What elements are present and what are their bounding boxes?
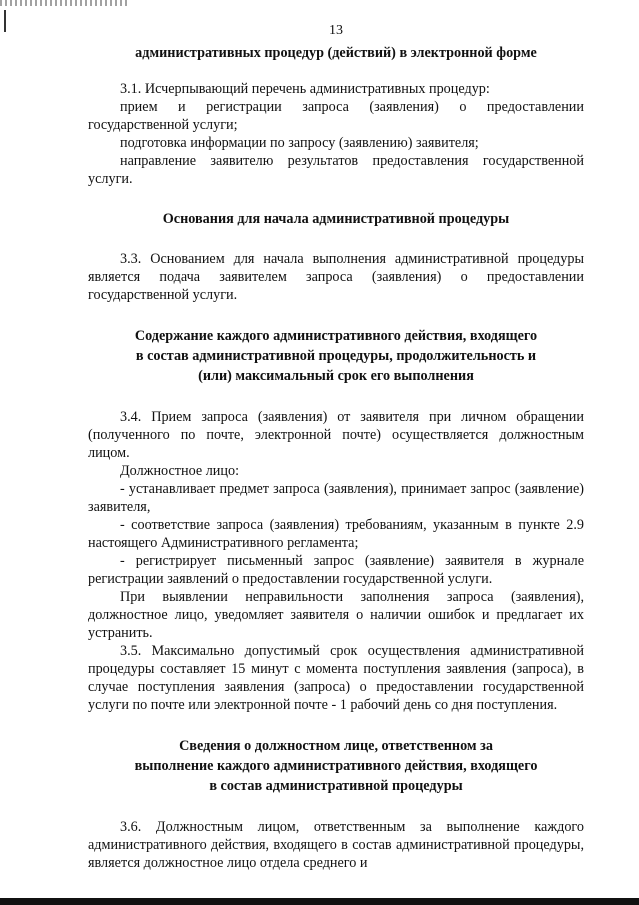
section-3-1-item: подготовка информации по запросу (заявлению) заявителя; — [120, 135, 479, 151]
duty-item: - устанавливает предмет запроса (заявления), принимает запрос (заявление) заявителя, — [88, 481, 584, 515]
section-3-1-item: направление заявителю результатов предоставления государственной услуги. — [88, 153, 584, 187]
section-3-1-intro: 3.1. Исчерпывающий перечень административных процедур: — [120, 81, 490, 97]
heading-official-line: выполнение каждого административного действия, входящего — [134, 758, 538, 774]
section-3-5: 3.5. Максимально допустимый срок осуществления административной процедуры составляет 15 минут с момента поступления заявления (запроса), в случае поступления заявления (запроса) о предоставлении государственной услуги по почте или электронной почте - 1 рабочий день со дня поступления. — [88, 643, 584, 713]
scan-artifact-top — [0, 0, 130, 6]
heading-content-line: в состав административной процедуры, продолжительность и — [135, 348, 537, 364]
scan-artifact-bottom — [0, 898, 639, 905]
heading-grounds: Основания для начала административной процедуры — [162, 211, 510, 227]
heading-content — [88, 326, 584, 386]
heading-content-line: Содержание каждого административного действия, входящего — [134, 328, 538, 344]
section-3-6: 3.6. Должностным лицом, ответственным за выполнение каждого административного действия, входящего в состав административной процедуры, является должностное лицо отдела среднего и — [88, 819, 584, 871]
official-label: Должностное лицо: — [120, 463, 240, 479]
section-3-3: 3.3. Основанием для начала выполнения административной процедуры является подача заявителем запроса (заявления) о предоставлении государственной услуги. — [88, 251, 584, 303]
scan-artifact-left — [4, 10, 6, 32]
errors-note: При выявлении неправильности заполнения запроса (заявления), должностное лицо, уведомляет заявителя о наличии ошибок и предлагает их устранить. — [88, 589, 584, 641]
section-3-4-intro: 3.4. Прием запроса (заявления) от заявителя при личном обращении (полученного по почте, электронной почте) осуществляется должностным лицом. — [88, 409, 584, 461]
page-number: 13 — [329, 23, 343, 38]
heading-content-line: (или) максимальный срок его выполнения — [198, 368, 474, 384]
document-page — [88, 22, 584, 872]
duty-item: - регистрирует письменный запрос (заявление) заявителя в журнале регистрации заявлений о предоставлении государственной услуги. — [88, 553, 584, 587]
heading-official-line: Сведения о должностном лице, ответственном за — [179, 738, 493, 754]
section-3-1-item: прием и регистрации запроса (заявления) о предоставлении государственной услуги; — [88, 99, 584, 133]
duty-item: - соответствие запроса (заявления) требованиям, указанным в пункте 2.9 настоящего Административного регламента; — [88, 517, 584, 551]
header-fragment: административных процедур (действий) в электронной форме — [135, 45, 537, 61]
heading-official-line: в состав административной процедуры — [209, 778, 463, 794]
heading-official — [88, 736, 584, 796]
